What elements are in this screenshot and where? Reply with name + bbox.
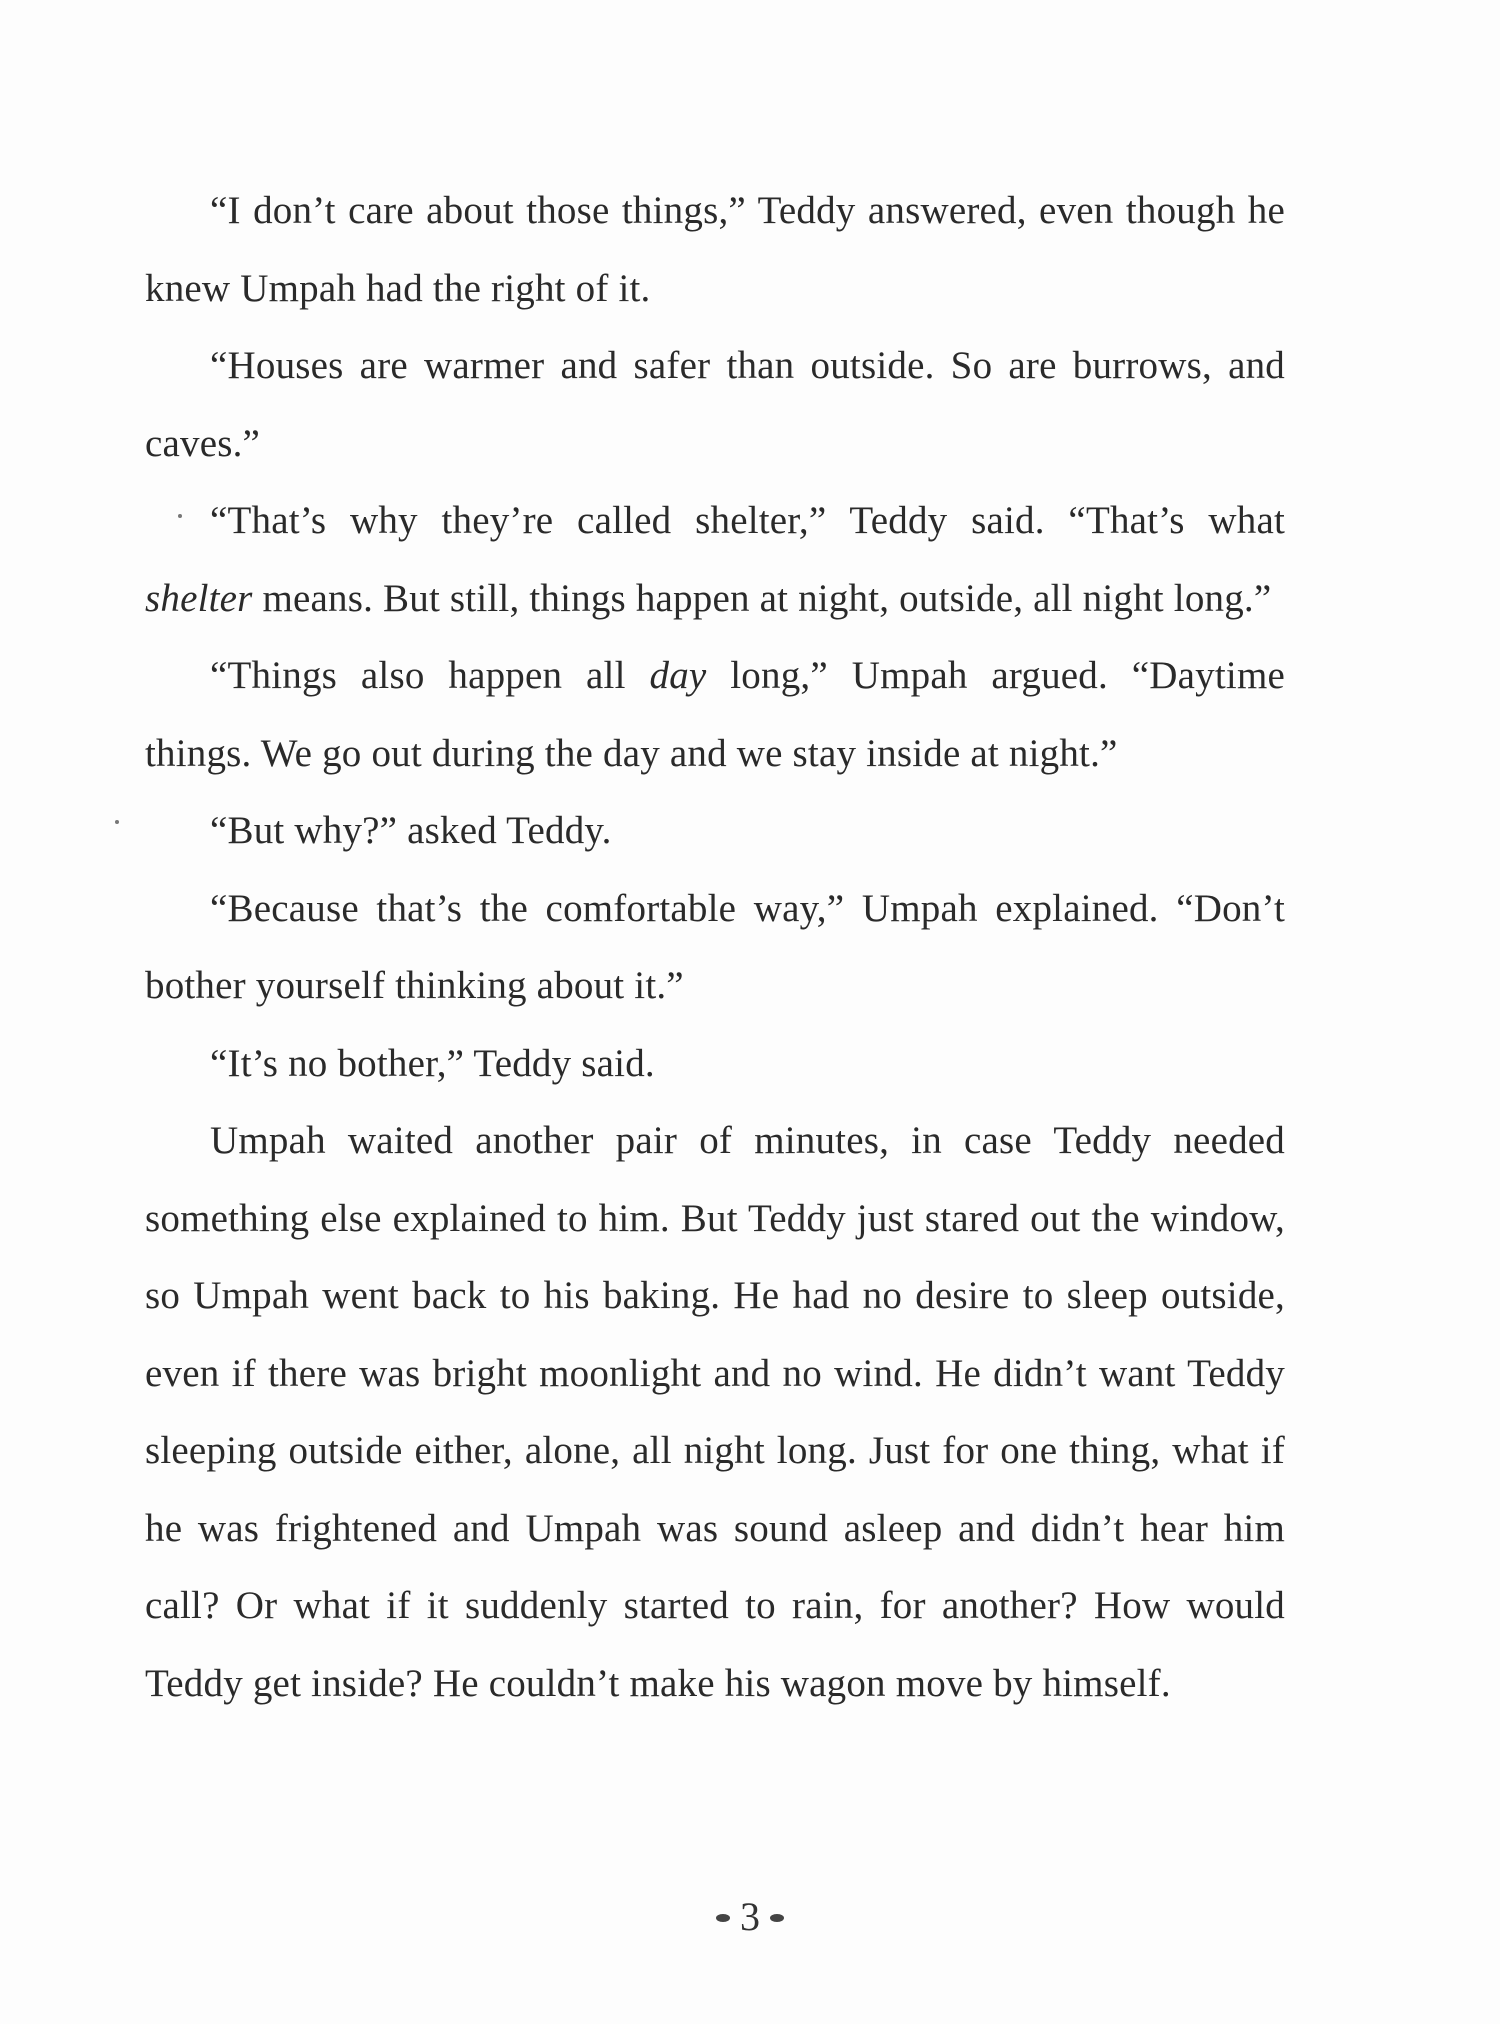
body-text bbox=[145, 172, 1285, 1722]
italic-text: shelter bbox=[145, 576, 253, 620]
text-run: “It’s no bother,” Teddy said. bbox=[210, 1041, 655, 1085]
paragraph bbox=[145, 482, 1285, 637]
text-run: Umpah waited another pair of minutes, in case Teddy needed something else explained to him. But Teddy just stared out the window, so Umpah went back to his baking. He had no desire to sleep outside, even if there was bright moonlight and no wind. He didn’t want Teddy sleeping outside either, alone, all night long. Just for one thing, what if he was frightened and Umpah was sound asleep and didn’t hear him call? Or what if it suddenly started to rain, for another? How would Teddy get inside? He couldn’t make his wagon move by himself. bbox=[145, 1119, 1285, 1705]
paragraph bbox=[145, 637, 1285, 792]
text-run: “Because that’s the comfortable way,” Umpah explained. “Don’t bother yourself thinking about it.” bbox=[145, 886, 1285, 1007]
page-number: 3 bbox=[740, 1894, 760, 1939]
text-run: “But why?” asked Teddy. bbox=[210, 809, 612, 852]
text-run: long,” Umpah argued. “Daytime things. We go out during the day and we stay inside at night.” bbox=[145, 654, 1285, 775]
right-ornament-icon bbox=[770, 1914, 784, 1922]
paragraph bbox=[145, 870, 1285, 1025]
text-run: “That’s why they’re called shelter,” Teddy said. “That’s what bbox=[210, 499, 1285, 542]
scan-speck bbox=[115, 820, 119, 824]
paragraph bbox=[145, 327, 1285, 482]
text-run: “Houses are warmer and safer than outside. So are burrows, and caves.” bbox=[145, 344, 1285, 465]
scan-speck bbox=[178, 514, 182, 518]
text-run: means. But still, things happen at night, outside, all night long.” bbox=[252, 576, 1272, 620]
page-number-footer bbox=[0, 1892, 1500, 1942]
left-ornament-icon bbox=[716, 1914, 730, 1922]
text-run: “Things also happen all bbox=[210, 654, 650, 697]
paragraph bbox=[145, 1102, 1285, 1722]
paragraph bbox=[145, 1025, 1285, 1103]
italic-text: day bbox=[649, 654, 707, 697]
paragraph bbox=[145, 792, 1285, 870]
paragraph bbox=[145, 172, 1285, 327]
text-run: “I don’t care about those things,” Teddy answered, even though he knew Umpah had the right of it. bbox=[145, 189, 1285, 310]
